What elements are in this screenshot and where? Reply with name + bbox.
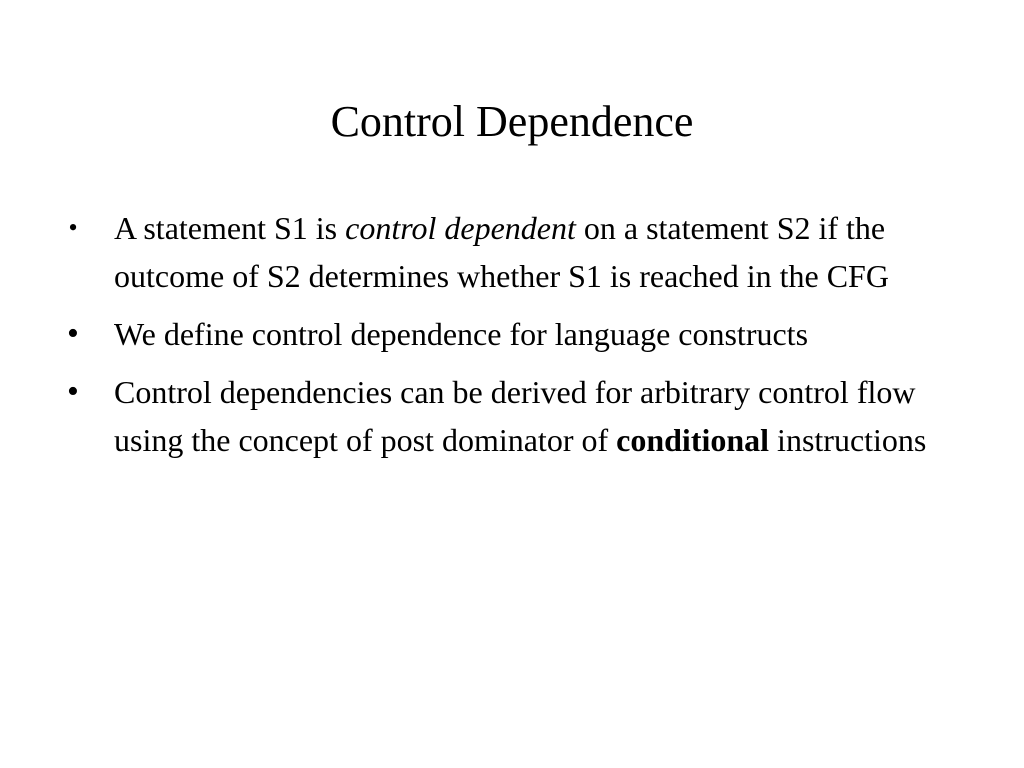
bullet-icon: •	[67, 373, 79, 410]
bullet-3-text-start: Control dependencies can be derived for arbitrary control flow using the concept of post dominator of	[114, 374, 916, 458]
bullet-list	[58, 204, 958, 474]
bullet-2-text: We define control dependence for language constructs	[114, 316, 809, 352]
bullet-3-text-end: instructions	[769, 422, 927, 458]
slide-title: Control Dependence	[330, 97, 694, 146]
bullet-item-3	[58, 368, 958, 464]
bullet-1-text-start: A statement S1 is	[114, 210, 346, 246]
bullet-1-text-end: on a statement S2 if the outcome of S2 determines whether S1 is reached in the CFG	[114, 210, 889, 294]
bullet-item-2	[58, 310, 958, 358]
bullet-icon: •	[67, 315, 79, 352]
bullet-3-strong: conditional	[616, 422, 770, 458]
bullet-icon: •	[68, 213, 78, 242]
bullet-item-1	[58, 204, 958, 300]
bullet-1-emphasis: control dependent	[345, 210, 576, 246]
